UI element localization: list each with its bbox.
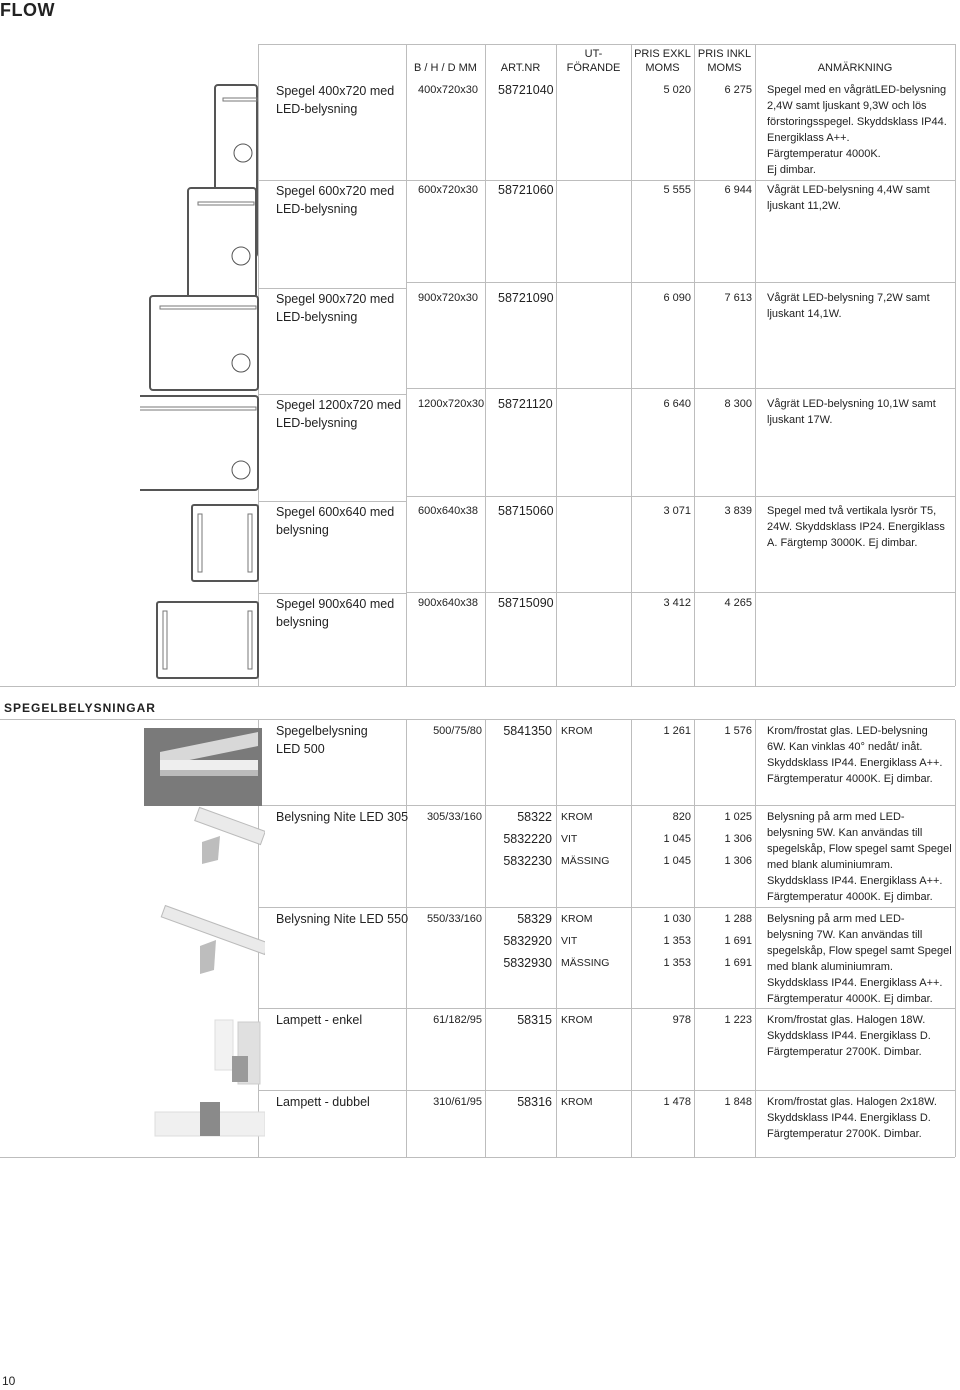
- note-line: med blank aluminiumram.: [767, 961, 893, 973]
- note-line: ljuskant 11,2W.: [767, 200, 841, 212]
- product-name-line: Spegel 600x640 med: [276, 505, 395, 519]
- col-rule: [955, 44, 956, 686]
- header-pris-inkl-line: PRIS INKL: [697, 48, 752, 60]
- product-name-line: LED-belysning: [276, 416, 358, 430]
- article-number: 5841350: [503, 724, 552, 738]
- article-number: 58721060: [498, 183, 554, 197]
- article-number: 58315: [517, 1013, 552, 1027]
- finish: KROM: [561, 811, 593, 823]
- mirror-900-drawing: [150, 296, 258, 390]
- row-rule: [406, 496, 955, 497]
- product-name: [276, 595, 404, 631]
- dimensions: 900x640x38: [418, 597, 478, 609]
- note-line: Vågrät LED-belysning 4,4W samt: [767, 184, 930, 196]
- page-number: 10: [2, 1374, 16, 1388]
- note: [767, 723, 955, 787]
- note-line: belysning 7W. Kan användas till: [767, 929, 923, 941]
- mirror-1200-drawing: [140, 396, 258, 490]
- note-line: Vågrät LED-belysning 7,2W samt: [767, 292, 930, 304]
- price-inkl: 1 848: [724, 1096, 752, 1108]
- note: [767, 1094, 955, 1142]
- product-name-line: Lampett - enkel: [276, 1013, 363, 1027]
- row-rule: [406, 180, 955, 181]
- header-utforande-line: UT-: [584, 48, 603, 60]
- col-rule: [955, 720, 956, 1157]
- finish: KROM: [561, 913, 593, 925]
- nite305-photo: [195, 807, 265, 864]
- row-rule: [406, 282, 955, 283]
- note-line: A. Färgtemp 3000K. Ej dimbar.: [767, 537, 918, 549]
- col-rule: [556, 44, 557, 686]
- note-line: Spegel med en vågrätLED-belysning: [767, 84, 947, 96]
- price-inkl: 7 613: [724, 292, 752, 304]
- dimensions: 400x720x30: [418, 84, 478, 96]
- product-name-line: LED-belysning: [276, 202, 358, 216]
- note-line: Färgtemperatur 4000K.: [767, 148, 881, 160]
- article-number: 58322: [517, 810, 552, 824]
- row-rule: [258, 593, 406, 594]
- note-line: 6W. Kan vinklas 40° nedåt/ inåt.: [767, 741, 923, 753]
- dimensions: 550/33/160: [426, 913, 482, 925]
- col-rule: [406, 44, 407, 686]
- price-exkl: 1 030: [663, 913, 691, 925]
- price-inkl: 6 944: [724, 184, 752, 196]
- article-number: 5832930: [503, 956, 552, 970]
- row-rule: [258, 907, 955, 908]
- note-line: förstoringsspegel. Skyddsklass IP44.: [767, 116, 947, 128]
- row-rule: [258, 288, 406, 289]
- price-exkl: 3 071: [663, 505, 691, 517]
- price-inkl: 8 300: [724, 398, 752, 410]
- article-number: 5832920: [503, 934, 552, 948]
- note-line: Färgtemperatur 4000K. Ej dimbar.: [767, 891, 933, 903]
- price-inkl: 1 691: [724, 957, 752, 969]
- header-artnr: ART.NR: [500, 62, 541, 74]
- header-utforande-line: FÖRANDE: [566, 62, 621, 74]
- product-name: [276, 1093, 411, 1111]
- dimensions: 500/75/80: [433, 725, 482, 737]
- section-title: SPEGELBELYSNINGAR: [4, 701, 156, 715]
- product-name: [276, 722, 411, 758]
- col-rule: [556, 720, 557, 1157]
- header-anmarkning: ANMÄRKNING: [817, 62, 893, 74]
- note-line: Krom/frostat glas. Halogen 18W.: [767, 1014, 926, 1026]
- dimensions: 305/33/160: [426, 811, 482, 823]
- product-name-line: Spegel 600x720 med: [276, 184, 395, 198]
- note-line: Skyddsklass IP44. Energiklass D.: [767, 1112, 931, 1124]
- note: [767, 503, 955, 551]
- note: [767, 809, 955, 905]
- header-pris-exkl-line: MOMS: [645, 62, 680, 74]
- product-name-line: Belysning Nite LED 305: [276, 810, 409, 824]
- dimensions: 1200x720x30: [418, 398, 485, 410]
- article-number: 58715090: [498, 596, 554, 610]
- brand-title: FLOW: [0, 0, 55, 20]
- note-line: ljuskant 14,1W.: [767, 308, 842, 320]
- note-line: Belysning på arm med LED-: [767, 811, 905, 823]
- header-pris-exkl-line: PRIS EXKL: [634, 48, 691, 60]
- price-inkl: 3 839: [724, 505, 752, 517]
- article-number: 58721090: [498, 291, 554, 305]
- dimensions: 310/61/95: [433, 1096, 482, 1108]
- product-name: [276, 503, 404, 539]
- product-name-line: belysning: [276, 523, 329, 537]
- nite550-photo: [161, 906, 265, 974]
- price-exkl: 6 640: [663, 398, 691, 410]
- col-rule: [694, 44, 695, 686]
- section-rule: [0, 719, 955, 720]
- price-exkl: 1 261: [663, 725, 691, 737]
- product-name-line: Spegel 1200x720 med: [276, 398, 402, 412]
- price-inkl: 1 306: [724, 855, 752, 867]
- note-line: Färgtemperatur 4000K. Ej dimbar.: [767, 773, 933, 785]
- header-pris-inkl-line: MOMS: [707, 62, 742, 74]
- product-name-line: LED-belysning: [276, 102, 358, 116]
- price-inkl: 1 025: [724, 811, 752, 823]
- price-inkl: 1 306: [724, 833, 752, 845]
- article-number: 58316: [517, 1095, 552, 1109]
- dimensions: 600x640x38: [418, 505, 478, 517]
- note-line: med blank aluminiumram.: [767, 859, 893, 871]
- lampett-enkel-photo: [215, 1020, 260, 1084]
- row-rule: [258, 180, 406, 181]
- dimensions: 61/182/95: [433, 1014, 482, 1026]
- row-rule: [258, 501, 406, 502]
- note: [767, 82, 955, 178]
- price-exkl: 5 020: [663, 84, 691, 96]
- note-line: Vågrät LED-belysning 10,1W samt: [767, 398, 936, 410]
- header-dim: B / H / D MM: [414, 62, 477, 74]
- note: [767, 1012, 955, 1060]
- article-number: 5832220: [503, 832, 552, 846]
- price-inkl: 6 275: [724, 84, 752, 96]
- article-number: 58329: [517, 912, 552, 926]
- price-exkl: 6 090: [663, 292, 691, 304]
- note-line: Krom/frostat glas. Halogen 2x18W.: [767, 1096, 937, 1108]
- note-line: Färgtemperatur 2700K. Dimbar.: [767, 1128, 922, 1140]
- col-rule: [755, 720, 756, 1157]
- product-name-line: Spegelbelysning: [276, 724, 368, 738]
- col-rule: [406, 720, 407, 1157]
- product-name-line: LED-belysning: [276, 310, 358, 324]
- product-name-line: belysning: [276, 615, 329, 629]
- product-name-line: Spegel 900x720 med: [276, 292, 395, 306]
- product-name: [276, 1011, 411, 1029]
- row-rule: [406, 592, 955, 593]
- product-name: [276, 182, 404, 218]
- col-rule: [631, 44, 632, 686]
- lights-bottom-rule: [0, 1157, 955, 1158]
- price-exkl: 1 353: [663, 935, 691, 947]
- note-line: Skyddsklass IP44. Energiklass A++.: [767, 977, 943, 989]
- light-illustrations: [140, 724, 265, 1144]
- col-rule: [755, 44, 756, 686]
- product-name-line: Lampett - dubbel: [276, 1095, 370, 1109]
- finish: KROM: [561, 725, 593, 737]
- price-inkl: 1 288: [724, 913, 752, 925]
- note-line: spegelskåp, Flow spegel samt Spegel: [767, 945, 952, 957]
- finish: KROM: [561, 1014, 593, 1026]
- price-inkl: 4 265: [724, 597, 752, 609]
- product-name: [276, 290, 404, 326]
- price-exkl: 1 045: [663, 855, 691, 867]
- note-line: Belysning på arm med LED-: [767, 913, 905, 925]
- dimensions: 900x720x30: [418, 292, 478, 304]
- row-rule: [258, 1008, 955, 1009]
- dimensions: 600x720x30: [418, 184, 478, 196]
- row-rule: [258, 394, 406, 395]
- row-rule: [258, 805, 955, 806]
- note-line: 24W. Skyddsklass IP24. Energiklass: [767, 521, 945, 533]
- note-line: Energiklass A++.: [767, 132, 850, 144]
- note-line: Skyddsklass IP44. Energiklass A++.: [767, 757, 943, 769]
- note: [767, 396, 955, 428]
- product-name: [276, 910, 411, 928]
- price-exkl: 820: [672, 811, 691, 823]
- header-utforande: [556, 47, 631, 75]
- note-line: Spegel med två vertikala lysrör T5,: [767, 505, 937, 517]
- price-inkl: 1 576: [724, 725, 752, 737]
- finish: VIT: [561, 935, 578, 947]
- article-number: 58721120: [498, 397, 553, 411]
- table-top-rule: [258, 44, 955, 45]
- finish: KROM: [561, 1096, 593, 1108]
- price-inkl: 1 691: [724, 935, 752, 947]
- mirror-illustrations-2: [140, 290, 260, 690]
- price-exkl: 1 478: [663, 1096, 691, 1108]
- row-rule: [258, 1090, 955, 1091]
- note: [767, 911, 955, 1007]
- product-name-line: Spegel 900x640 med: [276, 597, 395, 611]
- price-inkl: 1 223: [724, 1014, 752, 1026]
- mirror-600x640-drawing: [192, 505, 258, 581]
- article-number: 58721040: [498, 83, 554, 97]
- header-pris-inkl: [694, 47, 755, 75]
- article-number: 5832230: [503, 854, 552, 868]
- led500-photo: [144, 728, 262, 806]
- note-line: Skyddsklass IP44. Energiklass A++.: [767, 875, 943, 887]
- finish: MÄSSING: [561, 957, 610, 969]
- col-rule: [485, 44, 486, 686]
- note-line: Färgtemperatur 4000K. Ej dimbar.: [767, 993, 933, 1005]
- header-pris-exkl: [631, 47, 694, 75]
- product-name-line: LED 500: [276, 742, 325, 756]
- note-line: Krom/frostat glas. LED-belysning: [767, 725, 928, 737]
- finish: MÄSSING: [561, 855, 610, 867]
- note: [767, 290, 955, 322]
- note-line: Färgtemperatur 2700K. Dimbar.: [767, 1046, 922, 1058]
- note-line: spegelskåp, Flow spegel samt Spegel: [767, 843, 952, 855]
- lampett-dubbel-photo: [155, 1102, 265, 1136]
- note: [767, 182, 955, 214]
- product-name-line: Spegel 400x720 med: [276, 84, 395, 98]
- product-name-line: Belysning Nite LED 550: [276, 912, 409, 926]
- note-line: ljuskant 17W.: [767, 414, 833, 426]
- note-line: Ej dimbar.: [767, 164, 816, 176]
- article-number: 58715060: [498, 504, 554, 518]
- row-rule: [406, 388, 955, 389]
- note-line: 2,4W samt ljuskant 9,3W och lös: [767, 100, 927, 112]
- finish: VIT: [561, 833, 578, 845]
- product-name: [276, 396, 404, 432]
- note-line: Skyddsklass IP44. Energiklass D.: [767, 1030, 931, 1042]
- price-exkl: 5 555: [663, 184, 691, 196]
- price-exkl: 3 412: [663, 597, 691, 609]
- price-exkl: 1 353: [663, 957, 691, 969]
- product-name: [276, 82, 404, 118]
- price-exkl: 1 045: [663, 833, 691, 845]
- note-line: belysning 5W. Kan användas till: [767, 827, 923, 839]
- mirror-900x640-drawing: [157, 602, 258, 678]
- product-name: [276, 808, 411, 826]
- price-exkl: 978: [672, 1014, 691, 1026]
